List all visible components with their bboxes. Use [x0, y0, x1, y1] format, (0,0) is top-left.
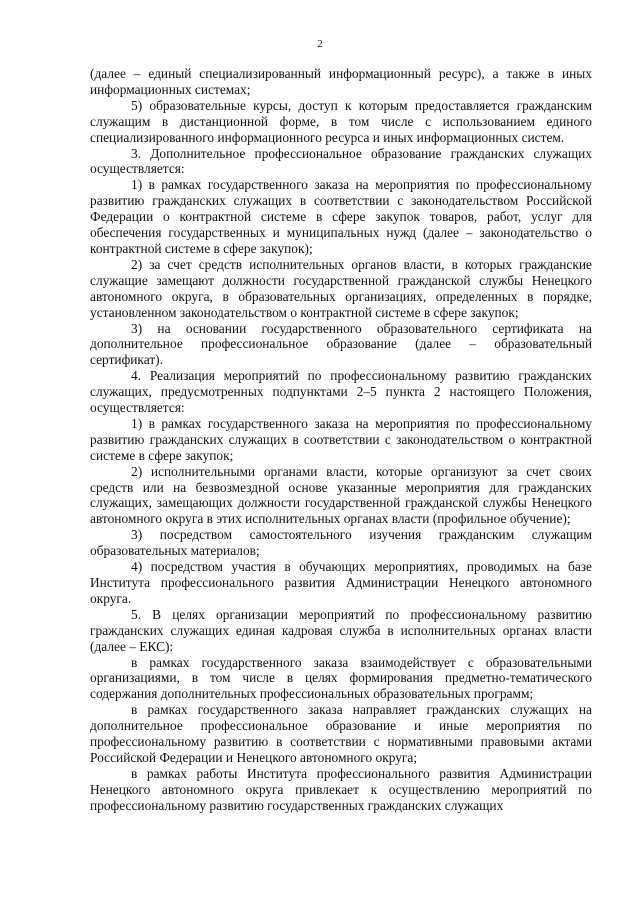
document-body: [90, 66, 592, 814]
paragraph: 2) за счет средств исполнительных органов власти, в которых гражданские служащие замещают должности государственной гражданской службы Ненецкого автономного округа, в образовательных организациях, определенных в порядке, установленном законодательством о контрактной системе в сфере закупок;: [90, 256, 592, 320]
paragraph: (далее – единый специализированный информационный ресурс), а также в иных информационных системах;: [90, 66, 592, 97]
paragraph: 5) образовательные курсы, доступ к которым предоставляется гражданским служащим в дистанционной форме, в том числе с использованием единого специализированного информационного ресурса и иных информационных систем.: [90, 97, 592, 145]
paragraph: 3) посредством самостоятельного изучения гражданским служащим образовательных материалов;: [90, 527, 592, 559]
page-number: 2: [317, 38, 323, 50]
paragraph: 4) посредством участия в обучающих мероприятиях, проводимых на базе Института профессионального развития Администрации Ненецкого автономного округа.: [90, 559, 592, 606]
paragraph: 1) в рамках государственного заказа на мероприятия по профессиональному развитию гражданских служащих в соответствии с законодательством о контрактной системе в сфере закупок;: [90, 415, 592, 463]
paragraph: в рамках работы Института профессионального развития Администрации Ненецкого автономного округа привлекает к осуществлению мероприятий по профессиональному развитию государственных гражданских служащих: [90, 765, 592, 813]
paragraph: в рамках государственного заказа направляет гражданских служащих на дополнительное профессиональное образование и иные мероприятия по профессиональному развитию в соответствии с нормативными правовыми актами Российской Федерации и Ненецкого автономного округа;: [90, 702, 592, 765]
paragraph: 3. Дополнительное профессиональное образование гражданских служащих осуществляется:: [90, 145, 592, 177]
paragraph: 1) в рамках государственного заказа на мероприятия по профессиональному развитию гражданских служащих в соответствии с законодательством Российской Федерации о контрактной системе в сфере закупок товаров, работ, услуг для обеспечения государственных и муниципальных нужд (далее – законодательство о контрактной системе в сфере закупок);: [90, 177, 592, 256]
paragraph: 5. В целях организации мероприятий по профессиональному развитию гражданских служащих единая кадровая служба в исполнительных органах власти (далее – ЕКС):: [90, 606, 592, 654]
paragraph: 4. Реализация мероприятий по профессиональному развитию гражданских служащих, предусмотренных подпунктами 2–5 пункта 2 настоящего Положения, осуществляется:: [90, 368, 592, 416]
paragraph: 2) исполнительными органами власти, которые организуют за счет своих средств или на безвозмездной основе указанные мероприятия для гражданских служащих, замещающих должности государственной гражданской службы Ненецкого автономного округа в этих исполнительных органах власти (профильное обучение);: [90, 463, 592, 527]
paragraph: 3) на основании государственного образовательного сертификата на дополнительное профессиональное образование (далее – образовательный сертификат).: [90, 320, 592, 368]
paragraph: в рамках государственного заказа взаимодействует с образовательными организациями, в том числе в целях формирования предметно-тематического содержания дополнительных профессиональных образовательных программ;: [90, 654, 592, 702]
